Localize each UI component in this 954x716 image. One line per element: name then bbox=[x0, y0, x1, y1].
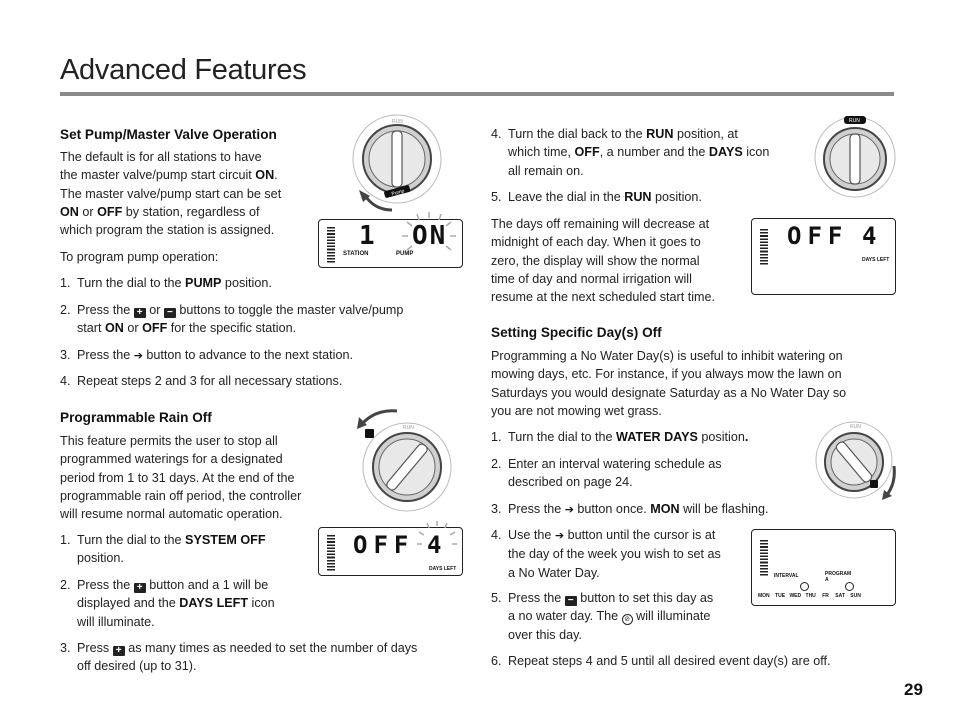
lcd-interval-label: INTERVAL bbox=[774, 573, 799, 579]
plus-button-icon: + bbox=[113, 646, 125, 656]
lcd-days-number: 4 bbox=[862, 222, 877, 250]
segment-bar bbox=[760, 540, 768, 576]
page-title: Advanced Features bbox=[60, 54, 307, 86]
specific-step-5: 5. Press the − button to set this day as a no water day. The ⊘ will illuminate over this day. bbox=[491, 591, 714, 642]
pump-heading: Set Pump/Master Valve Operation bbox=[60, 127, 277, 142]
next-arrow-icon: ➔ bbox=[564, 504, 574, 516]
run-lcd-display bbox=[751, 218, 896, 295]
specific-heading: Setting Specific Day(s) Off bbox=[491, 325, 662, 340]
rain-lcd-display bbox=[318, 527, 463, 576]
run-dial-illustration bbox=[810, 112, 900, 202]
lcd-day: THU bbox=[805, 593, 816, 599]
water-days-dial-illustration bbox=[808, 418, 904, 502]
pump-to-program: To program pump operation: bbox=[60, 250, 219, 264]
lcd-station-digit: 1 bbox=[359, 221, 375, 251]
lcd-station-label: STATION bbox=[343, 251, 369, 257]
pump-intro: The default is for all stations to have the master valve/pump start circuit ON. The master valve/pump start can be set ON or OFF by station, regardless of which program the station is assigned. bbox=[60, 150, 282, 238]
lcd-program-label: PROGRAM bbox=[825, 571, 852, 577]
svg-text:RUN: RUN bbox=[392, 119, 403, 125]
lcd-day: WED bbox=[789, 593, 802, 599]
lcd-off-text: OFF bbox=[787, 222, 849, 250]
lcd-days-left-label: DAYS LEFT bbox=[429, 566, 457, 572]
segment-bar bbox=[760, 229, 768, 265]
pump-dial-illustration bbox=[340, 112, 465, 212]
lcd-day: SAT bbox=[835, 593, 845, 599]
title-divider bbox=[60, 92, 894, 96]
lcd-program-a-label: A bbox=[825, 577, 829, 583]
next-arrow-icon: ➔ bbox=[133, 350, 143, 362]
lcd-on-text: ON bbox=[412, 221, 448, 251]
flash-rays-icon bbox=[415, 520, 459, 568]
pump-lcd-display bbox=[318, 219, 463, 268]
svg-text:RUN: RUN bbox=[850, 424, 861, 430]
lcd-off-text: OFF bbox=[353, 531, 415, 559]
lcd-days-number: 4 bbox=[427, 531, 442, 559]
plus-button-icon: + bbox=[134, 308, 146, 318]
minus-button-icon: − bbox=[565, 596, 577, 606]
pump-dial-label: Pump bbox=[390, 188, 406, 198]
rain-step-1: 1. Turn the dial to the SYSTEM OFF position. bbox=[60, 533, 266, 566]
rain-step-3: 3. Press + as many times as needed to set the number of days off desired (up to 31). bbox=[60, 641, 418, 674]
lcd-day: TUE bbox=[775, 593, 786, 599]
rain-intro: This feature permits the user to stop all programmed waterings for a designated period from 1 to 31 days. At the end of the programmable rain off period, the controller will resume normal automatic operation. bbox=[60, 434, 302, 522]
water-days-lcd-display bbox=[751, 529, 896, 606]
no-water-day-icon bbox=[845, 582, 854, 591]
minus-button-icon: − bbox=[164, 308, 176, 318]
rain-heading: Programmable Rain Off bbox=[60, 410, 212, 425]
lcd-days-left-label: DAYS LEFT bbox=[862, 257, 890, 263]
next-arrow-icon: ➔ bbox=[554, 530, 565, 542]
page-number: 29 bbox=[904, 680, 923, 699]
svg-text:RUN: RUN bbox=[403, 425, 414, 431]
lcd-days-row bbox=[758, 593, 861, 599]
specific-step-4: 4. Use the ➔ button until the cursor is at the day of the week you wish to set as a No Water Day. bbox=[491, 528, 721, 580]
run-dial-label: RUN bbox=[849, 118, 860, 124]
no-water-icon: ⊘ bbox=[622, 614, 633, 625]
lcd-day: SUN bbox=[850, 593, 861, 599]
system-off-dial-illustration bbox=[345, 405, 465, 515]
segment-bar bbox=[327, 535, 335, 571]
lcd-pump-label: PUMP bbox=[396, 251, 414, 257]
plus-button-icon: + bbox=[134, 583, 146, 593]
run-countdown-paragraph: The days off remaining will decrease at midnight of each day. When it goes to zero, the display will show the normal time of day and normal irrigation will resume at the next scheduled start time. bbox=[491, 217, 716, 305]
specific-intro: Programming a No Water Day(s) is useful to inhibit watering on mowing days, etc. For instance, if you always mow the lawn on Saturdays you would designate Saturday as a No Water Day so you are not mowing wet grass. bbox=[491, 349, 847, 418]
lcd-day: FR bbox=[822, 593, 829, 599]
lcd-day: MON bbox=[758, 593, 770, 599]
run-step-4: 4. Turn the dial back to the RUN position, at which time, OFF, a number and the DAYS icon all remain on. bbox=[491, 127, 770, 178]
no-water-day-icon bbox=[800, 582, 809, 591]
specific-step-2: 2. Enter an interval watering schedule as described on page 24. bbox=[491, 457, 722, 490]
pump-step-2: 2. Press the + or − buttons to toggle the master valve/pump start ON or OFF for the specific station. bbox=[60, 303, 404, 336]
segment-bar bbox=[327, 227, 335, 263]
rain-step-2: 2. Press the + button and a 1 will be displayed and the DAYS LEFT icon will illuminate. bbox=[60, 578, 275, 629]
